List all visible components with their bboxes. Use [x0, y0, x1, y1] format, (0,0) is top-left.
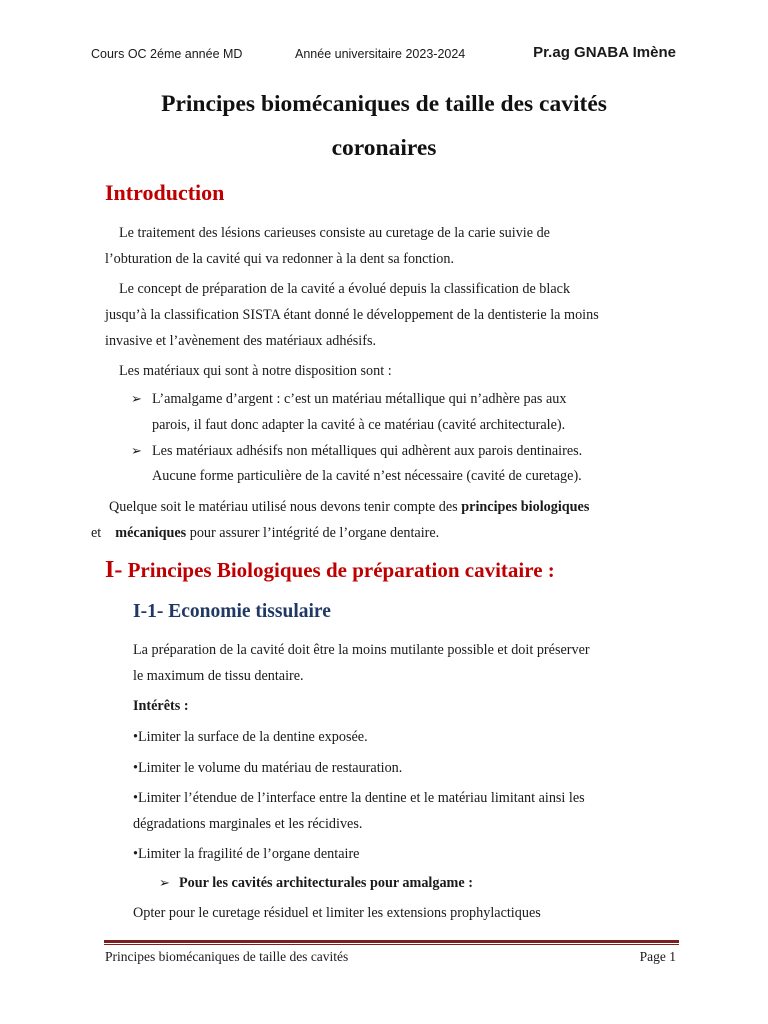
- header-course: Cours OC 2éme année MD: [91, 47, 243, 61]
- intro-paragraph-3: Les matériaux qui sont à notre disposition sont :: [119, 363, 392, 379]
- footer-page-number: Page 1: [639, 949, 676, 964]
- document-title-line1: Principes biomécaniques de taille des cavités: [161, 91, 607, 117]
- footer-divider: [104, 940, 679, 943]
- intro-paragraph-2-line3: invasive et l’avènement des matériaux adhésifs.: [105, 333, 377, 349]
- interet-item-4: •Limiter la fragilité de l’organe dentaire: [133, 846, 360, 862]
- footer-divider-thin: [104, 944, 679, 945]
- arrow-bullet-icon: ➢: [131, 392, 142, 407]
- bullet-amalgame-line1: L’amalgame d’argent : c’est un matériau métallique qui n’adhère pas aux: [152, 391, 567, 407]
- intro-paragraph-4-line2: et mécaniques pour assurer l’intégrité de l’organe dentaire.: [91, 525, 440, 541]
- interet-item-3-line1: •Limiter l’étendue de l’interface entre la dentine et le matériau limitant ainsi les: [133, 790, 585, 806]
- section-1-1-heading: I-1- Economie tissulaire: [133, 601, 331, 622]
- intro-paragraph-1-line1: Le traitement des lésions carieuses consiste au curetage de la carie suivie de: [119, 225, 550, 241]
- arrow-bullet-icon: ➢: [131, 444, 142, 459]
- section-1-1-paragraph-line2: le maximum de tissu dentaire.: [133, 668, 304, 684]
- header-author: Pr.ag GNABA Imène: [533, 44, 676, 61]
- interet-item-2: •Limiter le volume du matériau de restauration.: [133, 760, 403, 776]
- intro-paragraph-1-line2: l’obturation de la cavité qui va redonner à la dent sa fonction.: [105, 251, 455, 267]
- document-title-line2: coronaires: [331, 135, 437, 161]
- intro-paragraph-2-line2: jusqu’à la classification SISTA étant donné le développement de la dentisterie la moins: [105, 307, 599, 323]
- interets-label: Intérêts :: [133, 698, 189, 714]
- intro-paragraph-4-line1: Quelque soit le matériau utilisé nous devons tenir compte des principes biologiques: [109, 499, 590, 515]
- footer-title: Principes biomécaniques de taille des cavités: [105, 949, 349, 964]
- bullet-adhesifs-line2: Aucune forme particulière de la cavité n’est nécessaire (cavité de curetage).: [152, 468, 582, 484]
- interet-item-1: •Limiter la surface de la dentine exposée.: [133, 729, 368, 745]
- prophylactic-text: Opter pour le curetage résiduel et limiter les extensions prophylactiques: [133, 905, 541, 921]
- interet-item-3-line2: dégradations marginales et les récidives.: [133, 816, 363, 832]
- header-year: Année universitaire 2023-2024: [295, 47, 466, 61]
- section-1-heading: I- Principes Biologiques de préparation cavitaire :: [105, 557, 555, 583]
- amalgame-cavities-item: Pour les cavités architecturales pour amalgame :: [179, 875, 473, 891]
- bullet-adhesifs-line1: Les matériaux adhésifs non métalliques qui adhèrent aux parois dentinaires.: [152, 443, 583, 459]
- arrow-bullet-icon: ➢: [159, 876, 170, 891]
- bullet-amalgame-line2: parois, il faut donc adapter la cavité à ce matériau (cavité architecturale).: [152, 417, 566, 433]
- introduction-heading: Introduction: [105, 180, 225, 205]
- section-1-1-paragraph-line1: La préparation de la cavité doit être la moins mutilante possible et doit préserver: [133, 642, 590, 658]
- intro-paragraph-2-line1: Le concept de préparation de la cavité a évolué depuis la classification de black: [119, 281, 571, 297]
